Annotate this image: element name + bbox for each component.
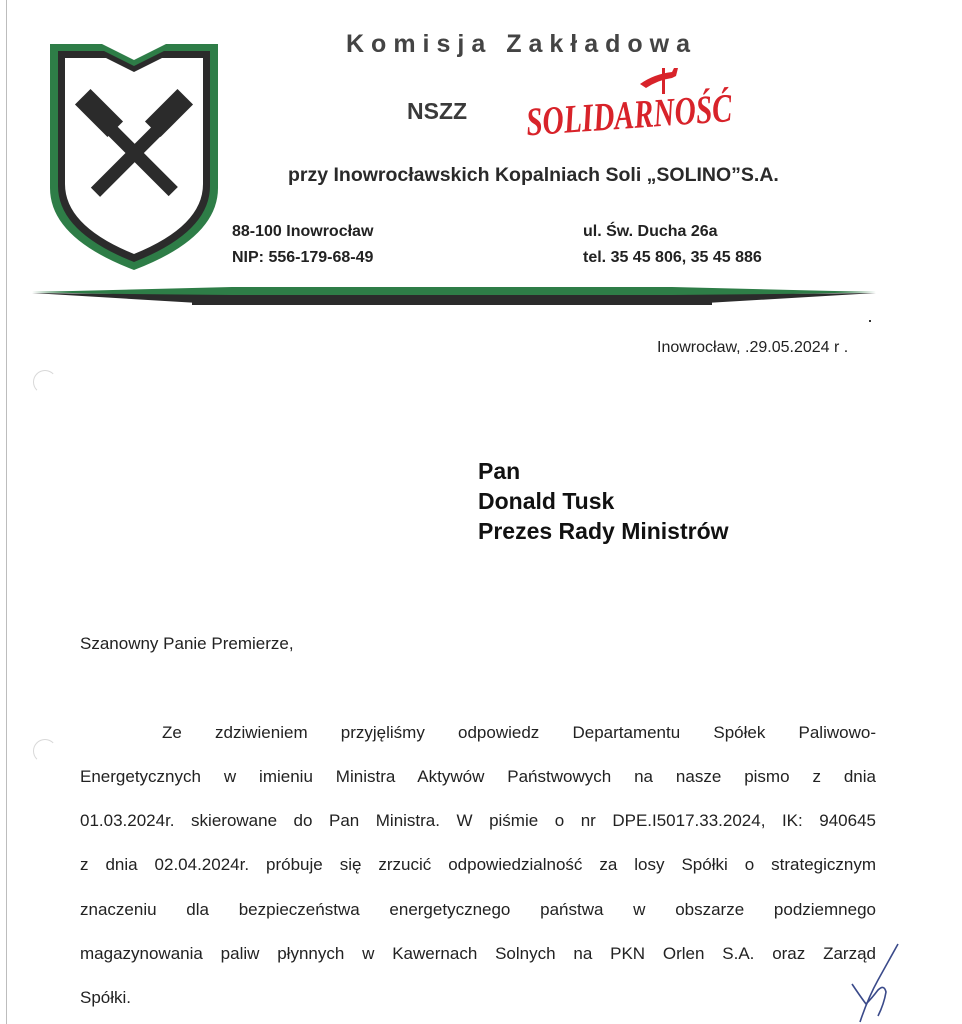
- postal-address: 88-100 Inowrocław: [232, 223, 374, 240]
- crossed-hammers-shield-icon: [46, 38, 222, 274]
- paragraph-line: znaczeniu dla bezpieczeństwa energetycznego państwa w obszarze podziemnego: [80, 900, 876, 919]
- street-address: ul. Św. Ducha 26a: [583, 223, 718, 240]
- svg-text:SOLIDARNOŚĆ: SOLIDARNOŚĆ: [524, 79, 808, 145]
- paragraph-line: magazynowania paliw płynnych w Kawernach Solnych na PKN Orlen S.A. oraz Zarząd: [80, 944, 876, 963]
- org-title: Komisja Zakładowa: [346, 30, 698, 58]
- org-affiliation: przy Inowrocławskich Kopalniach Soli „SOLINO”S.A.: [288, 164, 779, 186]
- header-divider: [32, 283, 876, 309]
- solidarnosc-logo: [522, 66, 808, 146]
- page-edge: [6, 0, 7, 1024]
- punch-hole-bottom: [33, 739, 57, 763]
- phone-numbers: tel. 35 45 806, 35 45 886: [583, 249, 762, 266]
- paragraph-line: z dnia 02.04.2024r. próbuje się zrzucić odpowiedzialność za losy Spółki o strategicznym: [80, 855, 876, 874]
- punch-hole-top: [33, 370, 57, 394]
- recipient-name: Donald Tusk: [478, 488, 615, 514]
- nip-number: NIP: 556-179-68-49: [232, 249, 374, 266]
- recipient-salutation: Pan: [478, 458, 521, 484]
- recipient-title: Prezes Rady Ministrów: [478, 518, 729, 544]
- paragraph-line: Energetycznych w imieniu Ministra Aktywów Państwowych na nasze pismo z dnia: [80, 767, 876, 786]
- paragraph-line: Spółki.: [80, 988, 132, 1007]
- paragraph-line: Ze zdziwieniem przyjęliśmy odpowiedz Departamentu Spółek Paliwowo-: [162, 723, 876, 742]
- union-name: NSZZ: [407, 98, 468, 124]
- letter-greeting: Szanowny Panie Premierze,: [80, 634, 294, 653]
- letter-date: Inowrocław, .29.05.2024 r .: [657, 339, 849, 356]
- stray-dot: [869, 320, 871, 322]
- handwritten-initials: [838, 940, 908, 1024]
- paragraph-line: 01.03.2024r. skierowane do Pan Ministra. W piśmie o nr DPE.I5017.33.2024, IK: 940645: [80, 811, 876, 830]
